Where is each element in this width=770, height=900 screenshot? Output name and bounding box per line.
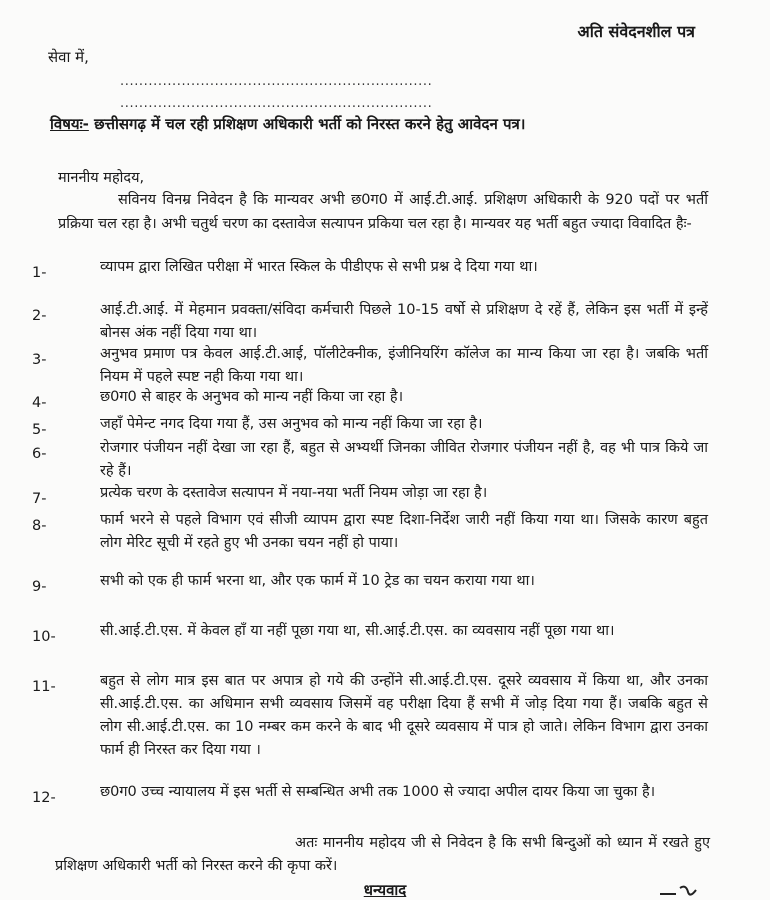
point-text: छ0ग0 उच्च न्यायालय में इस भर्ती से सम्बन्धित अभी तक 1000 से ज्यादा अपील दायर किया जा चुका है। (100, 784, 656, 800)
point-text: सभी को एक ही फार्म भरना था, और एक फार्म में 10 ट्रेड का चयन कराया गया था। (100, 573, 535, 589)
point-text: आई.टी.आई. में मेहमान प्रवक्ता/संविदा कर्मचारी पिछले 10-15 वर्षो से प्रशिक्षण दे रहें हैं, लेकिन इस भर्ती में इन्हें बोनस अंक नहीं दिया गया था। (100, 302, 708, 341)
point-number: 10- (32, 629, 56, 645)
subject-label: विषयः- (50, 115, 89, 133)
point-number: 9- (32, 579, 47, 595)
point-number: 12- (32, 790, 56, 806)
point-text: प्रत्येक चरण के दस्तावेज सत्यापन में नया-नया भर्ती नियम जोड़ा जा रहा है। (100, 485, 488, 501)
address-blank-1: .................................................................. (120, 74, 433, 89)
point-number: 6- (32, 446, 47, 462)
point-number: 11- (32, 679, 56, 695)
point-text: अनुभव प्रमाण पत्र केवल आई.टी.आई, पॉलीटेक्नीक, इंजीनियरिंग कॉलेज का मान्य किया जा रहा है। जबकि भर्ती नियम में पहले स्पष्ट नही किया गया था। (100, 346, 708, 385)
closing-paragraph: अतः माननीय महोदय जी से निवेदन है कि सभी बिन्दुओं को ध्यान में रखते हुए प्रशिक्षण अधिकारी भर्ती को निरस्त करने की कृपा करें। (55, 835, 710, 874)
point-text: छ0ग0 से बाहर के अनुभव को मान्य नहीं किया जा रहा है। (100, 389, 404, 405)
intro-paragraph: सविनय विनम्र निवेदन है कि मान्यवर अभी छ0ग0 में आई.टी.आई. प्रशिक्षण अधिकारी के 920 पदों पर भर्ती प्रक्रिया चल रहा है। अभी चतुर्थ चरण का दस्तावेज सत्यापन प्रकिया चल रहा है। मान्यवर यह भर्ती बहुत ज्यादा विवादित हैः- (58, 192, 708, 232)
point-number: 1- (32, 265, 47, 281)
point-number: 3- (32, 352, 47, 368)
point-number: 5- (32, 422, 47, 438)
point-text: रोजगार पंजीयन नहीं देखा जा रहा हैं, बहुत से अभ्यर्थी जिनका जीवित रोजगार पंजीयन नहीं है, वह भी पात्र किये जा रहे हैं। (100, 440, 708, 479)
address-blank-2: .................................................................. (120, 96, 433, 111)
signature-mark (658, 882, 698, 900)
subject-line (50, 112, 710, 136)
point-number: 4- (32, 395, 47, 411)
point-text: सी.आई.टी.एस. में केवल हाँ या नहीं पूछा गया था, सी.आई.टी.एस. का व्यवसाय नहीं पूछा गया था। (100, 623, 615, 639)
point-text: फार्म भरने से पहले विभाग एवं सीजी व्यापम द्वारा स्पष्ट दिशा-निर्देश जारी नहीं किया गया था। जिसके कारण बहुत लोग मेरिट सूची में रहते हुए भी उनका चयन नहीं हो पाया। (100, 512, 708, 551)
point-text: बहुत से लोग मात्र इस बात पर अपात्र हो गये की उन्होंने सी.आई.टी.एस. दूसरे व्यवसाय में किया था, और उनका सी.आई.टी.एस. का अधिमान सभी व्यवसाय जिसमें वह परीक्षा दिया हैं सभी में जोड़ दिया गया हैं। जबकि बहुत से लोग सी.आई.टी.एस. का 10 नम्बर कम करने के बाद भी दूसरे व्यवसाय में पात्र हो जाते। लेकिन विभाग द्वारा उनका फार्म ही निरस्त कर दिया गया । (100, 673, 708, 758)
point-number: 2- (32, 308, 47, 324)
salutation: माननीय महोदय, (58, 170, 145, 186)
thanks-line: धन्यवाद (363, 881, 407, 899)
point-number: 7- (32, 491, 47, 507)
subject-text: छत्तीसगढ़ में चल रही प्रशिक्षण अधिकारी भर्ती को निरस्त करने हेतु आवेदन पत्र। (94, 115, 526, 133)
point-text: व्यापम द्वारा लिखित परीक्षा में भारत स्किल के पीडीएफ से सभी प्रश्न दे दिया गया था। (100, 259, 538, 275)
point-number: 8- (32, 518, 47, 534)
confidential-tag: अति संवेदनशील पत्र (577, 22, 695, 41)
point-text: जहाँ पेमेन्ट नगद दिया गया हैं, उस अनुभव को मान्य नहीं किया जा रहा है। (100, 416, 483, 432)
addressee-line: सेवा में, (48, 48, 89, 66)
